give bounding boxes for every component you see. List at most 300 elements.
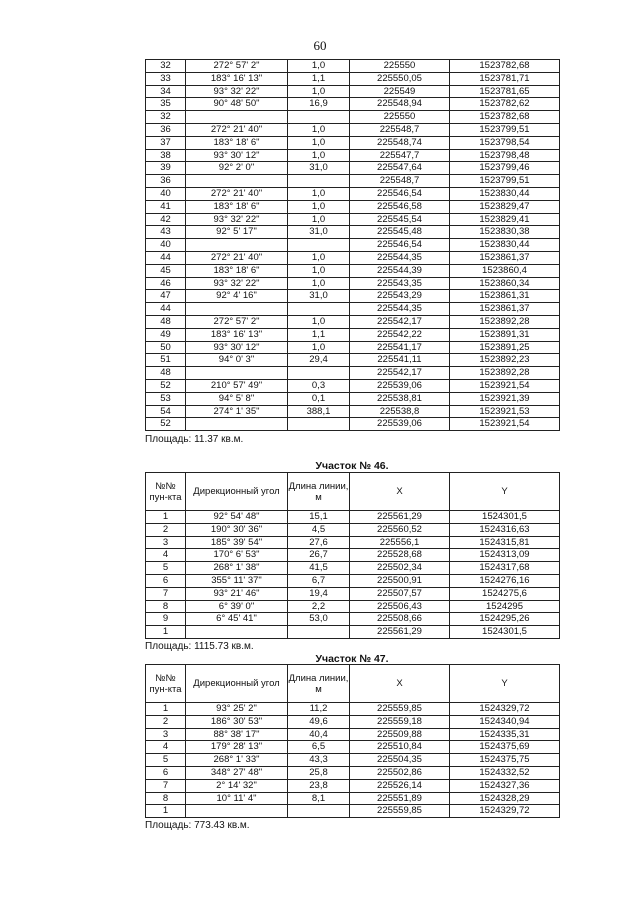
table-row — [146, 136, 560, 149]
point-cell: 8 — [146, 600, 186, 613]
point-cell: 32 — [146, 111, 186, 124]
x-cell: 225543,35 — [350, 277, 450, 290]
angle-cell: 355° 11' 37" — [186, 574, 288, 587]
point-cell: 40 — [146, 187, 186, 200]
y-cell: 1523921,39 — [450, 392, 560, 405]
length-cell: 1,0 — [288, 149, 350, 162]
x-cell: 225546,58 — [350, 200, 450, 213]
point-cell: 39 — [146, 162, 186, 175]
x-cell: 225538,8 — [350, 405, 450, 418]
y-cell: 1523860,4 — [450, 264, 560, 277]
length-cell: 11,2 — [288, 703, 350, 716]
x-cell: 225550 — [350, 60, 450, 73]
area-label-47: Площадь: 773.43 кв.м. — [145, 820, 250, 831]
table-row — [146, 315, 560, 328]
x-cell: 225559,85 — [350, 703, 450, 716]
x-cell: 225539,06 — [350, 418, 450, 431]
table-row — [146, 392, 560, 405]
x-cell: 225546,54 — [350, 239, 450, 252]
length-cell: 1,0 — [288, 187, 350, 200]
length-cell: 388,1 — [288, 405, 350, 418]
point-cell: 5 — [146, 754, 186, 767]
table-body — [146, 511, 560, 639]
length-cell: 19,4 — [288, 587, 350, 600]
length-cell: 4,5 — [288, 523, 350, 536]
point-cell: 9 — [146, 613, 186, 626]
x-cell: 225559,18 — [350, 715, 450, 728]
angle-cell: 274° 1' 35" — [186, 405, 288, 418]
table-row — [146, 805, 560, 818]
length-cell — [288, 239, 350, 252]
y-cell: 1523891,25 — [450, 341, 560, 354]
point-cell: 43 — [146, 226, 186, 239]
header-length: Длина линии, м — [288, 473, 350, 511]
point-cell: 53 — [146, 392, 186, 405]
x-cell: 225507,57 — [350, 587, 450, 600]
y-cell: 1524275,6 — [450, 587, 560, 600]
y-cell: 1523921,54 — [450, 418, 560, 431]
y-cell: 1523891,31 — [450, 328, 560, 341]
point-cell: 1 — [146, 703, 186, 716]
length-cell — [288, 303, 350, 316]
angle-cell: 183° 16' 13" — [186, 72, 288, 85]
y-cell: 1523830,38 — [450, 226, 560, 239]
length-cell: 6,5 — [288, 741, 350, 754]
angle-cell: 6° 39' 0" — [186, 600, 288, 613]
point-cell: 33 — [146, 72, 186, 85]
point-cell: 3 — [146, 728, 186, 741]
y-cell: 1523829,41 — [450, 213, 560, 226]
length-cell: 8,1 — [288, 792, 350, 805]
header-angle: Дирекционный угол — [186, 665, 288, 703]
y-cell: 1524313,09 — [450, 549, 560, 562]
angle-cell: 93° 25' 2" — [186, 703, 288, 716]
y-cell: 1523799,46 — [450, 162, 560, 175]
point-cell: 36 — [146, 123, 186, 136]
point-cell: 40 — [146, 239, 186, 252]
x-cell: 225560,52 — [350, 523, 450, 536]
point-cell: 44 — [146, 303, 186, 316]
y-cell: 1523921,53 — [450, 405, 560, 418]
length-cell: 0,3 — [288, 379, 350, 392]
header-y: Y — [450, 473, 560, 511]
x-cell: 225561,29 — [350, 626, 450, 639]
y-cell: 1524316,63 — [450, 523, 560, 536]
table-row — [146, 703, 560, 716]
length-cell: 1,1 — [288, 328, 350, 341]
point-cell: 42 — [146, 213, 186, 226]
angle-cell: 268° 1' 33" — [186, 754, 288, 767]
table-row — [146, 511, 560, 524]
y-cell: 1523781,65 — [450, 85, 560, 98]
y-cell: 1523782,68 — [450, 111, 560, 124]
angle-cell: 88° 38' 17" — [186, 728, 288, 741]
point-cell: 4 — [146, 741, 186, 754]
page-number: 60 — [313, 38, 327, 53]
x-cell: 225506,43 — [350, 600, 450, 613]
length-cell: 0,1 — [288, 392, 350, 405]
point-cell: 44 — [146, 251, 186, 264]
x-cell: 225502,86 — [350, 766, 450, 779]
table-row — [146, 587, 560, 600]
angle-cell: 6° 45' 41" — [186, 613, 288, 626]
angle-cell: 272° 57' 2" — [186, 60, 288, 73]
y-cell: 1523829,47 — [450, 200, 560, 213]
x-cell: 225543,29 — [350, 290, 450, 303]
angle-cell: 272° 21' 40" — [186, 251, 288, 264]
table-row — [146, 754, 560, 767]
y-cell: 1523798,48 — [450, 149, 560, 162]
table-row — [146, 98, 560, 111]
table-row — [146, 367, 560, 380]
section-title-46: Участок № 46. — [315, 460, 389, 472]
length-cell: 40,4 — [288, 728, 350, 741]
length-cell: 1,0 — [288, 213, 350, 226]
length-cell: 1,0 — [288, 60, 350, 73]
x-cell: 225544,35 — [350, 251, 450, 264]
table-row — [146, 60, 560, 73]
angle-cell — [186, 367, 288, 380]
point-cell: 6 — [146, 574, 186, 587]
point-cell: 48 — [146, 315, 186, 328]
y-cell: 1523861,31 — [450, 290, 560, 303]
x-cell: 225545,48 — [350, 226, 450, 239]
y-cell: 1523860,34 — [450, 277, 560, 290]
table-row — [146, 226, 560, 239]
x-cell: 225500,91 — [350, 574, 450, 587]
table-row — [146, 741, 560, 754]
x-cell: 225551,89 — [350, 792, 450, 805]
point-cell: 36 — [146, 175, 186, 188]
angle-cell: 268° 1' 38" — [186, 562, 288, 575]
length-cell: 27,6 — [288, 536, 350, 549]
angle-cell: 186° 30' 53" — [186, 715, 288, 728]
angle-cell: 2° 14' 32" — [186, 779, 288, 792]
point-cell: 34 — [146, 85, 186, 98]
table-row — [146, 549, 560, 562]
table-row — [146, 175, 560, 188]
x-cell: 225510,84 — [350, 741, 450, 754]
section-title-47: Участок № 47. — [315, 653, 389, 665]
angle-cell: 92° 54' 48" — [186, 511, 288, 524]
length-cell: 1,0 — [288, 200, 350, 213]
table-row — [146, 728, 560, 741]
point-cell: 6 — [146, 766, 186, 779]
table-row — [146, 766, 560, 779]
length-cell: 29,4 — [288, 354, 350, 367]
angle-cell: 272° 21' 40" — [186, 187, 288, 200]
point-cell: 7 — [146, 587, 186, 600]
angle-cell: 185° 39' 54" — [186, 536, 288, 549]
angle-cell: 90° 48' 50" — [186, 98, 288, 111]
x-cell: 225547,7 — [350, 149, 450, 162]
y-cell: 1524301,5 — [450, 511, 560, 524]
angle-cell: 93° 30' 12" — [186, 149, 288, 162]
x-cell: 225542,22 — [350, 328, 450, 341]
length-cell: 1,0 — [288, 136, 350, 149]
angle-cell: 92° 2' 0" — [186, 162, 288, 175]
y-cell: 1524375,69 — [450, 741, 560, 754]
point-cell: 52 — [146, 379, 186, 392]
angle-cell: 93° 32' 22" — [186, 277, 288, 290]
y-cell: 1524327,36 — [450, 779, 560, 792]
length-cell — [288, 175, 350, 188]
point-cell: 35 — [146, 98, 186, 111]
x-cell: 225541,11 — [350, 354, 450, 367]
angle-cell: 272° 21' 40" — [186, 123, 288, 136]
table-row — [146, 162, 560, 175]
point-cell: 4 — [146, 549, 186, 562]
table-row — [146, 562, 560, 575]
point-cell: 46 — [146, 277, 186, 290]
table-row — [146, 341, 560, 354]
table-row — [146, 111, 560, 124]
x-cell: 225502,34 — [350, 562, 450, 575]
point-cell: 38 — [146, 149, 186, 162]
table-row — [146, 792, 560, 805]
angle-cell — [186, 239, 288, 252]
length-cell: 1,0 — [288, 264, 350, 277]
point-cell: 51 — [146, 354, 186, 367]
x-cell: 225526,14 — [350, 779, 450, 792]
angle-cell: 93° 32' 22" — [186, 85, 288, 98]
length-cell: 1,1 — [288, 72, 350, 85]
angle-cell: 92° 5' 17" — [186, 226, 288, 239]
y-cell: 1523799,51 — [450, 175, 560, 188]
table-row — [146, 149, 560, 162]
length-cell: 1,0 — [288, 315, 350, 328]
point-cell: 37 — [146, 136, 186, 149]
table-row — [146, 264, 560, 277]
angle-cell: 272° 57' 2" — [186, 315, 288, 328]
table-row — [146, 303, 560, 316]
point-cell: 32 — [146, 60, 186, 73]
x-cell: 225504,35 — [350, 754, 450, 767]
x-cell: 225544,39 — [350, 264, 450, 277]
y-cell: 1524295,26 — [450, 613, 560, 626]
table-body — [146, 60, 560, 431]
area-label-1: Площадь: 11.37 кв.м. — [145, 434, 244, 445]
length-cell: 53,0 — [288, 613, 350, 626]
length-cell: 31,0 — [288, 290, 350, 303]
length-cell: 2,2 — [288, 600, 350, 613]
table-row — [146, 251, 560, 264]
table-row — [146, 626, 560, 639]
length-cell: 25,8 — [288, 766, 350, 779]
y-cell: 1523830,44 — [450, 187, 560, 200]
coordinates-table-46 — [145, 472, 560, 639]
table-row — [146, 328, 560, 341]
x-cell: 225561,29 — [350, 511, 450, 524]
header-point: №№ пун-кта — [146, 665, 186, 703]
y-cell: 1524328,29 — [450, 792, 560, 805]
point-cell: 47 — [146, 290, 186, 303]
y-cell: 1523782,68 — [450, 60, 560, 73]
y-cell: 1524329,72 — [450, 805, 560, 818]
table-row — [146, 290, 560, 303]
point-cell: 1 — [146, 511, 186, 524]
angle-cell: 92° 4' 16" — [186, 290, 288, 303]
x-cell: 225547,64 — [350, 162, 450, 175]
header-x: X — [350, 665, 450, 703]
angle-cell: 183° 16' 13" — [186, 328, 288, 341]
y-cell: 1524317,68 — [450, 562, 560, 575]
table-row — [146, 574, 560, 587]
length-cell: 1,0 — [288, 277, 350, 290]
x-cell: 225542,17 — [350, 315, 450, 328]
y-cell: 1523892,28 — [450, 367, 560, 380]
angle-cell: 348° 27' 48" — [186, 766, 288, 779]
angle-cell: 94° 0' 3" — [186, 354, 288, 367]
y-cell: 1524340,94 — [450, 715, 560, 728]
y-cell: 1523921,54 — [450, 379, 560, 392]
x-cell: 225539,06 — [350, 379, 450, 392]
table-row — [146, 277, 560, 290]
x-cell: 225538,81 — [350, 392, 450, 405]
length-cell — [288, 626, 350, 639]
length-cell: 23,8 — [288, 779, 350, 792]
angle-cell — [186, 805, 288, 818]
angle-cell: 183° 18' 6" — [186, 136, 288, 149]
header-point: №№ пун-кта — [146, 473, 186, 511]
length-cell: 1,0 — [288, 341, 350, 354]
table-row — [146, 213, 560, 226]
length-cell: 1,0 — [288, 251, 350, 264]
length-cell — [288, 418, 350, 431]
table-row — [146, 200, 560, 213]
angle-cell — [186, 111, 288, 124]
point-cell: 52 — [146, 418, 186, 431]
x-cell: 225508,66 — [350, 613, 450, 626]
coordinates-table-1 — [145, 59, 560, 431]
table-row — [146, 405, 560, 418]
point-cell: 5 — [146, 562, 186, 575]
y-cell: 1523799,51 — [450, 123, 560, 136]
point-cell: 54 — [146, 405, 186, 418]
y-cell: 1523782,62 — [450, 98, 560, 111]
point-cell: 1 — [146, 805, 186, 818]
angle-cell: 183° 18' 6" — [186, 264, 288, 277]
x-cell: 225550,05 — [350, 72, 450, 85]
length-cell: 41,5 — [288, 562, 350, 575]
table-row — [146, 354, 560, 367]
y-cell: 1523861,37 — [450, 251, 560, 264]
length-cell: 16,9 — [288, 98, 350, 111]
point-cell: 1 — [146, 626, 186, 639]
angle-cell — [186, 626, 288, 639]
length-cell — [288, 111, 350, 124]
y-cell: 1523798,54 — [450, 136, 560, 149]
length-cell: 6,7 — [288, 574, 350, 587]
length-cell: 1,0 — [288, 123, 350, 136]
length-cell — [288, 805, 350, 818]
x-cell: 225549 — [350, 85, 450, 98]
x-cell: 225541,17 — [350, 341, 450, 354]
length-cell: 49,6 — [288, 715, 350, 728]
length-cell: 1,0 — [288, 85, 350, 98]
y-cell: 1523830,44 — [450, 239, 560, 252]
x-cell: 225546,54 — [350, 187, 450, 200]
point-cell: 50 — [146, 341, 186, 354]
x-cell: 225509,88 — [350, 728, 450, 741]
table-row — [146, 72, 560, 85]
header-angle: Дирекционный угол — [186, 473, 288, 511]
angle-cell: 94° 5' 8" — [186, 392, 288, 405]
table-row — [146, 715, 560, 728]
angle-cell: 210° 57' 49" — [186, 379, 288, 392]
area-label-46: Площадь: 1115.73 кв.м. — [145, 641, 254, 652]
angle-cell: 93° 32' 22" — [186, 213, 288, 226]
angle-cell: 183° 18' 6" — [186, 200, 288, 213]
table-row — [146, 779, 560, 792]
table-row — [146, 187, 560, 200]
table-row — [146, 613, 560, 626]
coordinates-table-47 — [145, 664, 560, 818]
x-cell: 225545,54 — [350, 213, 450, 226]
y-cell: 1523892,23 — [450, 354, 560, 367]
point-cell: 45 — [146, 264, 186, 277]
x-cell: 225548,7 — [350, 175, 450, 188]
x-cell: 225548,74 — [350, 136, 450, 149]
length-cell: 26,7 — [288, 549, 350, 562]
header-y: Y — [450, 665, 560, 703]
x-cell: 225548,7 — [350, 123, 450, 136]
length-cell: 43,3 — [288, 754, 350, 767]
point-cell: 2 — [146, 523, 186, 536]
x-cell: 225550 — [350, 111, 450, 124]
angle-cell: 179° 28' 13" — [186, 741, 288, 754]
angle-cell: 190° 30' 36" — [186, 523, 288, 536]
length-cell — [288, 367, 350, 380]
point-cell: 7 — [146, 779, 186, 792]
x-cell: 225542,17 — [350, 367, 450, 380]
y-cell: 1524375,75 — [450, 754, 560, 767]
y-cell: 1524315,81 — [450, 536, 560, 549]
y-cell: 1524335,31 — [450, 728, 560, 741]
point-cell: 8 — [146, 792, 186, 805]
table-row — [146, 418, 560, 431]
angle-cell: 93° 30' 12" — [186, 341, 288, 354]
table-row — [146, 379, 560, 392]
table-row — [146, 536, 560, 549]
length-cell: 15,1 — [288, 511, 350, 524]
y-cell: 1523781,71 — [450, 72, 560, 85]
table-row — [146, 523, 560, 536]
header-x: X — [350, 473, 450, 511]
angle-cell — [186, 175, 288, 188]
point-cell: 49 — [146, 328, 186, 341]
header-length: Длина линии, м — [288, 665, 350, 703]
point-cell: 48 — [146, 367, 186, 380]
angle-cell — [186, 418, 288, 431]
y-cell: 1523892,28 — [450, 315, 560, 328]
y-cell: 1523861,37 — [450, 303, 560, 316]
x-cell: 225548,94 — [350, 98, 450, 111]
table-body — [146, 703, 560, 818]
table-row — [146, 85, 560, 98]
table-row — [146, 600, 560, 613]
x-cell: 225559,85 — [350, 805, 450, 818]
point-cell: 3 — [146, 536, 186, 549]
angle-cell: 93° 21' 46" — [186, 587, 288, 600]
point-cell: 41 — [146, 200, 186, 213]
y-cell: 1524301,5 — [450, 626, 560, 639]
y-cell: 1524295 — [450, 600, 560, 613]
x-cell: 225528,68 — [350, 549, 450, 562]
y-cell: 1524276,16 — [450, 574, 560, 587]
angle-cell: 170° 6' 53" — [186, 549, 288, 562]
y-cell: 1524329,72 — [450, 703, 560, 716]
